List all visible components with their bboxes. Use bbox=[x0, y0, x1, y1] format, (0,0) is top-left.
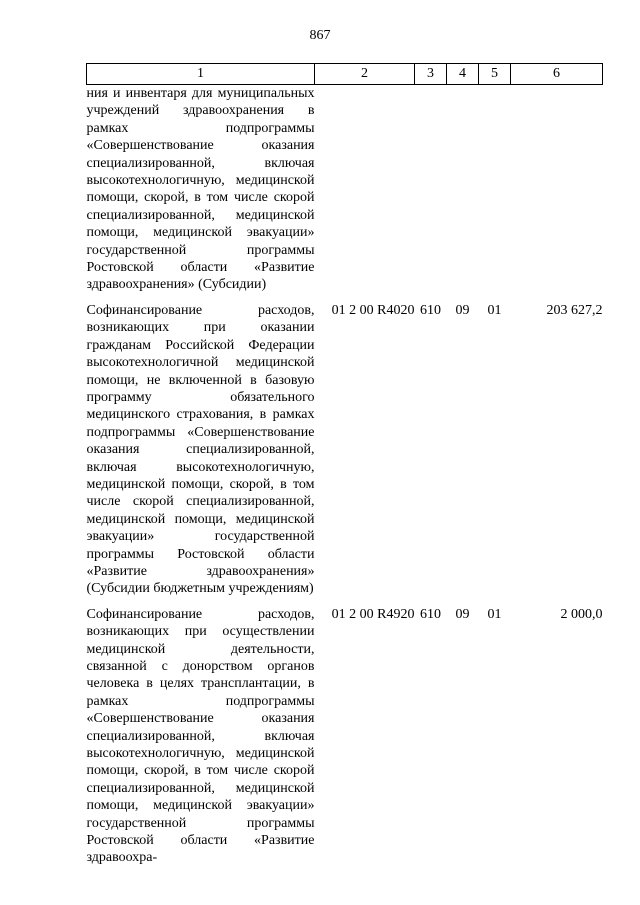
row-target-code: 01 2 00 R4020 bbox=[331, 302, 415, 318]
row-expense-type bbox=[415, 85, 447, 294]
row-expense-type: 610 bbox=[420, 302, 441, 318]
row-subsection: 01 bbox=[487, 606, 502, 622]
row-description: Софинансирование расходов, возникающих при оказании гражданам Российской Федерации высокотехнологичной медицинской помощи, не включенной в базовую программу обязательного медицинского страхования, в рамках подпрограммы «Совершенствование оказания специализированной, включая высокотехнологичную, медицинской помощи, скорой, в том числе скорой специализированной, медицинской помощи, медицинской эвакуации» государственной программы Ростовской области «Развитие здравоохранения» (Субсидии бюджетным учреждениям) bbox=[86, 302, 315, 597]
table-row bbox=[87, 302, 603, 598]
row-target-code bbox=[315, 85, 415, 294]
page-number: 867 bbox=[309, 28, 331, 43]
table-row bbox=[87, 85, 603, 294]
header-col-3: 3 bbox=[415, 64, 447, 85]
row-amount: 2 000,0 bbox=[560, 606, 603, 622]
header-col-1: 1 bbox=[87, 64, 315, 85]
header-row bbox=[87, 64, 603, 85]
header-col-4: 4 bbox=[447, 64, 479, 85]
budget-table bbox=[86, 63, 603, 867]
row-section bbox=[447, 85, 479, 294]
row-subsection: 01 bbox=[487, 302, 502, 318]
row-section: 09 bbox=[455, 606, 470, 622]
row-description: ния и инвентаря для муниципальных учреждений здравоохранения в рамках подпрограммы «Совершенствование оказания специализированной, включая высокотехнологичную, медицинской помощи, скорой, в том числе скорой специализированной, медицинской помощи, медицинской эвакуации» государственной программы Ростовской области «Развитие здравоохранения» (Субсидии) bbox=[86, 86, 315, 293]
table-row bbox=[87, 606, 603, 867]
row-expense-type: 610 bbox=[420, 606, 441, 622]
row-amount bbox=[511, 85, 603, 294]
header-col-5: 5 bbox=[479, 64, 511, 85]
row-description: Софинансирование расходов, возникающих при осуществлении медицинской деятельности, связанной с донорством органов человека в целях трансплантации, в рамках подпрограммы «Совершенствование оказания специализированной, включая высокотехнологичную, медицинской помощи, скорой, в том числе скорой специализированной, медицинской помощи, медицинской эвакуации» государственной программы Ростовской области «Развитие здравоохра- bbox=[86, 606, 315, 866]
row-amount: 203 627,2 bbox=[546, 302, 603, 318]
row-target-code: 01 2 00 R4920 bbox=[331, 606, 415, 622]
header-col-6: 6 bbox=[511, 64, 603, 85]
row-section: 09 bbox=[455, 302, 470, 318]
row-subsection bbox=[479, 85, 511, 294]
header-col-2: 2 bbox=[315, 64, 415, 85]
